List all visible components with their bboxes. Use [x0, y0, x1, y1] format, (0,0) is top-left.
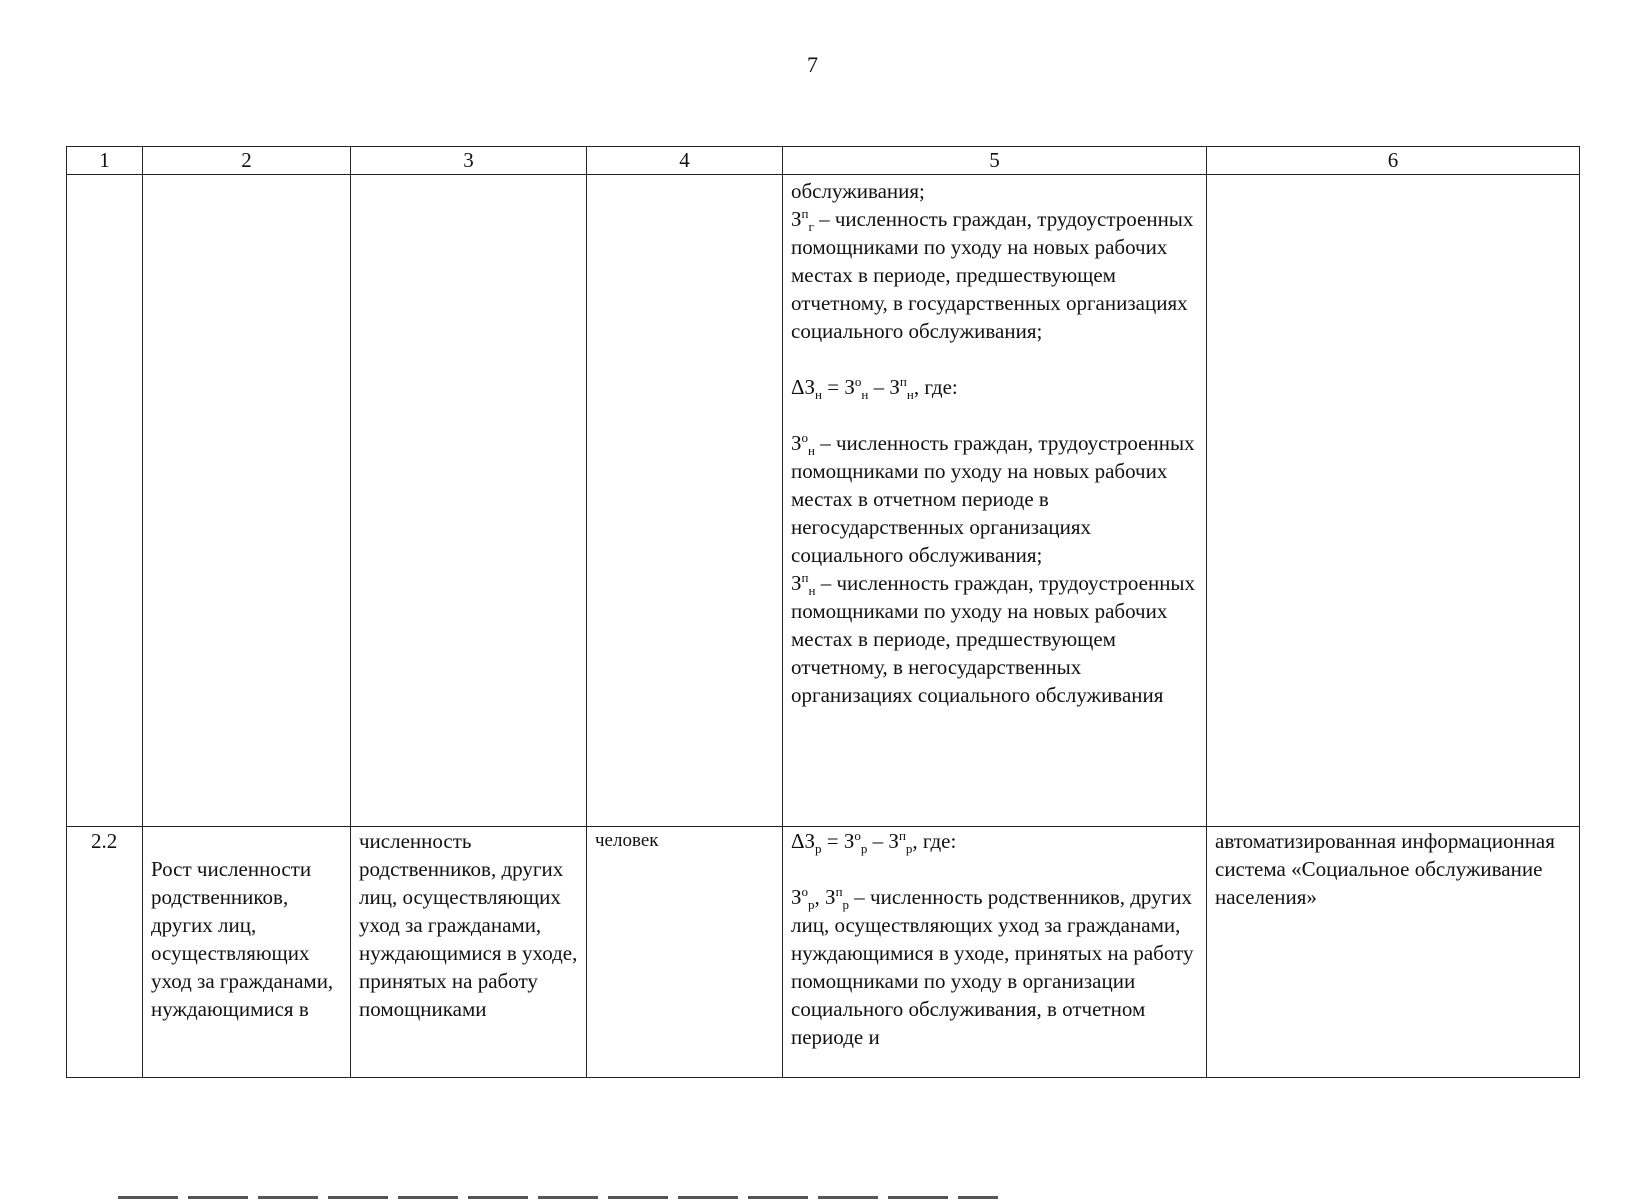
- column-header-3: 3: [351, 147, 587, 175]
- formula-relatives: $\Delta З_р = З^о_р - З^п_р$, где:: [791, 828, 957, 857]
- indicator-data-source: автоматизированная информационная система «Социальное обслуживание населения»: [1207, 827, 1580, 1078]
- continuation-row: [67, 175, 1580, 827]
- column-header-5: 5: [783, 147, 1207, 175]
- column-header-2: 2: [143, 147, 351, 175]
- column-header-1: 1: [67, 147, 143, 175]
- indicator-row-2-2: [67, 827, 1580, 1078]
- footer-dashed-line: [118, 1196, 998, 1199]
- indicator-methodology: [783, 827, 1207, 1078]
- formula-nonstate: $\Delta З_н = З^о_н - З^п_н$, где:: [791, 374, 958, 403]
- column-header-6: 6: [1207, 147, 1580, 175]
- indicator-unit: человек: [587, 827, 783, 1078]
- methodology-line: обслуживания;: [791, 179, 925, 203]
- definition-prev-state: $З^п_г$ – численность граждан, трудоустроенных помощниками по уходу на новых рабочих местах в периоде, предшествующем отчетному, в государственных организациях социального обслуживания;: [791, 206, 1194, 343]
- definition-current-nonstate: $З^о_н$ – численность граждан, трудоустроенных помощниками по уходу на новых рабочих местах в отчетном периоде в негосударственных организациях социального обслуживания;: [791, 430, 1195, 567]
- header-row: [67, 147, 1580, 175]
- cont-cell-3: [351, 175, 587, 827]
- cont-cell-6: [1207, 175, 1580, 827]
- cont-cell-2: [143, 175, 351, 827]
- indicator-number: 2.2: [67, 827, 143, 1078]
- cont-cell-5-methodology: [783, 175, 1207, 827]
- indicator-name: Рост численности родственников, других лиц, осуществляющих уход за гражданами, нуждающимися в: [143, 827, 351, 1078]
- definition-relatives: $З^о_р$, $З^п_р$ – численность родственников, других лиц, осуществляющих уход за гражданами, нуждающимися в уходе, принятых на работу помощниками по уходу в организации социального обслуживания, в отчетном периоде и: [791, 884, 1194, 1049]
- page-number: 7: [807, 52, 818, 77]
- column-header-4: 4: [587, 147, 783, 175]
- cont-cell-1: [67, 175, 143, 827]
- cont-cell-4: [587, 175, 783, 827]
- indicator-definition: численность родственников, других лиц, осуществляющих уход за гражданами, нуждающимися в уходе, принятых на работу помощниками: [351, 827, 587, 1078]
- indicator-table: [66, 146, 1580, 1078]
- definition-prev-nonstate: $З^п_н$ – численность граждан, трудоустроенных помощниками по уходу на новых рабочих местах в периоде, предшествующем отчетному, в негосударственных организациях социального обслуживания: [791, 570, 1196, 707]
